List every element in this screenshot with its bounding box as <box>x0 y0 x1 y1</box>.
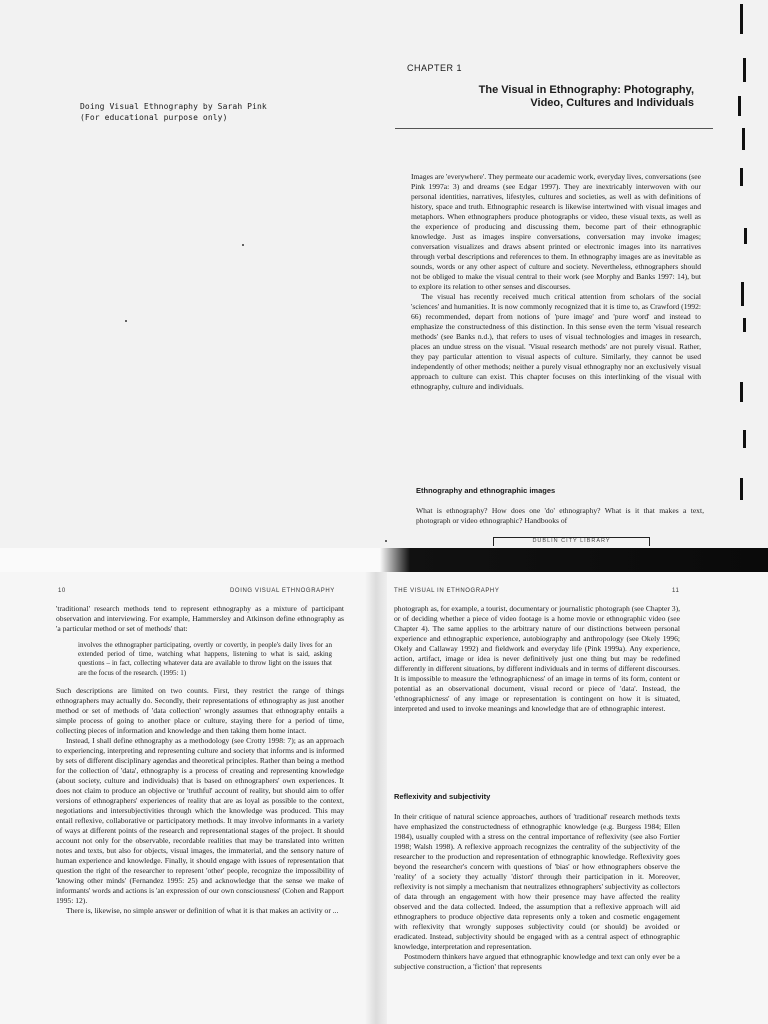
paragraph: Postmodern thinkers have argued that ethnographic knowledge and text can only ever be a subjective construction, a 'fiction' that represents <box>394 952 680 971</box>
paragraph: In their critique of natural science approaches, authors of 'traditional' research methods texts have emphasized the constructedness of ethnographic knowledge (e.g. Burgess 1984; Ellen 1984), usually coupled with a stress on the central importance of reflexivity (see also Fortier 1998; Walsh 1998). A reflexive approach recognizes the centrality of the subjectivity of the researcher to the production and representation of ethnographic knowledge. Reflexivity goes beyond the researcher's concern with questions of 'bias' or how ethnographers observe the 'reality' of a society they actually 'distort' through their participation in it. Moreover, reflexivity is not simply a mechanism that neutralizes ethnographers' subjectivity as collectors of data through an engagement with how their presence may have affected the reality observed and the data collected. Indeed, the assumption that a reflexive approach will aid ethnographers to produce objective data represents only a token and cosmetic engagement with reflexivity that wrongly supposes subjectivity could (or should) be avoided or eradicated. Instead, subjectivity should be engaged with as a central aspect of ethnographic knowledge, interpretation and representation. <box>394 812 680 951</box>
scan-speck <box>242 244 244 246</box>
scan-speck <box>385 540 387 542</box>
scan-edge-marks <box>728 0 768 548</box>
paragraph: 'traditional' research methods tend to represent ethnography as a mixture of participant observation and interviewing. For example, Hammersley and Atkinson define ethnography as 'a particular method or set of methods' that: <box>56 604 344 633</box>
top-right-body <box>411 172 701 462</box>
chapter-title-line-2: Video, Cultures and Individuals <box>530 97 694 109</box>
block-quote: involves the ethnographer participating, overtly or covertly, in people's daily lives for an extended period of time, watching what happens, listening to what is said, asking questions – in fact, collecting whatever data are available to throw light on the issues that are the focus of the research. (1995: 1) <box>78 641 332 677</box>
paragraph: photograph as, for example, a tourist, documentary or journalistic photograph (see Chapter 3), or of deciding whether a piece of video footage is a home movie or ethnographic video (see Chapter 4). The same applies to the arbitrary nature of our distinctions between personal experience and ethnographic experience, autobiography and anthropology (see Okely 1996; Okely and Callaway 1992) and fieldwork and everyday life (Pink 1999a). Any experience, action, artifact, image or idea is never definitively just one thing but may be redefined differently in different situations, by different individuals and in terms of different discourses. It is impossible to measure the 'ethnographicness' of an image in terms of its form, content or potential as an observational document, visual record or piece of 'data'. Instead, the 'ethnographicness' of any image or representation is contingent on how it is situated, interpreted and used to invoke meanings and knowledge that are of ethnographic interest. <box>394 604 680 713</box>
scan-note-line-2: (For educational purpose only) <box>80 113 228 122</box>
paragraph: The visual has recently received much critical attention from scholars of the social 'sciences' and humanities. It is now commonly recognized that it is time to, as Crawford (1992: 66) recommended, depart from notions of 'pure image' and 'pure word' and instead to emphasize the constructedness of this distinction. In this sense even the term 'visual research methods' (see Banks n.d.), that refers to uses of visual technologies and images in research, places an undue stress on the visual. 'Visual research methods' are not purely visual. Rather, they pay particular attention to visual aspects of culture. Similarly, they cannot be used independently of other methods; neither a purely visual ethnography nor an exclusively visual approach to culture can exist. This chapter focuses on this interlinking of the visual with ethnography, culture and individuals. <box>411 292 701 391</box>
section-heading: Reflexivity and subjectivity <box>394 792 491 801</box>
title-rule <box>395 128 713 129</box>
chapter-title-line-1: The Visual in Ethnography: Photography, <box>478 84 694 96</box>
paragraph: Instead, I shall define ethnography as a methodology (see Crotty 1998: 7); as an approach to experiencing, interpreting and representing culture and society that informs and is informed by sets of different disciplinary agendas and theoretical principles. Rather than being a method for the collection of 'data', ethnography is a process of creating and representing knowledge (about society, culture and individuals) that is based on ethnographers' own experiences. It does not claim to produce an objective or 'truthful' account of reality, but should aim to offer versions of ethnographers' experiences of reality that are as loyal as possible to the context, negotiations and intersubjectivities through which the knowledge was produced. This may entail reflexive, collaborative or participatory methods. It may involve informants in a variety of ways at different points of the research and representational stages of the project. It should account not only for the observable, recordable realities that may be translated into written notes and texts, but also for objects, visual images, the immaterial, and the sensory nature of human experience and knowledge. Finally, it should engage with issues of representation that question the right of the researcher to represent 'other' people, recognize the impossibility of 'knowing other minds' (Fernandez 1995: 25) and acknowledge that the sense we make of informants' words and actions is 'an expression of our own consciousness' (Cohen and Rapport 1995: 12). <box>56 735 344 905</box>
page-number: 10 <box>58 588 66 594</box>
left-page-body <box>56 604 344 1022</box>
library-stamp: DUBLIN CITY LIBRARY <box>493 537 650 546</box>
book-gutter <box>365 572 387 1024</box>
running-head: DOING VISUAL ETHNOGRAPHY <box>230 588 335 594</box>
paragraph: What is ethnography? How does one 'do' ethnography? What is it that makes a text, photograph or video ethnographic? Handbooks of <box>416 506 704 525</box>
chapter-title <box>434 84 694 110</box>
page-number: 11 <box>672 588 680 594</box>
right-page-body <box>394 604 680 784</box>
paragraph: Such descriptions are limited on two counts. First, they restrict the range of things ethnographers may actually do. Secondly, their representations of ethnography as just another method or set of methods of 'data collection' wrongly assumes that ethnography entails a simple process of going to another place or culture, staying there for a period of time, collecting pieces of information and knowledge and then taking them home intact. <box>56 685 344 735</box>
section-heading: Ethnography and ethnographic images <box>416 486 556 495</box>
right-page-body-continued <box>394 812 680 1022</box>
top-right-body-continued <box>416 506 704 528</box>
scan-note <box>80 101 267 123</box>
running-head: THE VISUAL IN ETHNOGRAPHY <box>394 588 500 594</box>
scan-note-line-1: Doing Visual Ethnography by Sarah Pink <box>80 102 267 111</box>
chapter-label: CHAPTER 1 <box>407 63 463 73</box>
paragraph: There is, likewise, no simple answer or definition of what it is that makes an activity or ... <box>66 905 339 915</box>
paragraph: Images are 'everywhere'. They permeate our academic work, everyday lives, conversations (see Pink 1997a: 3) and dreams (see Edgar 1997). They are inextricably interwoven with our personal identities, narratives, lifestyles, cultures and societies, as well as with definitions of history, space and truth. Ethnographic research is likewise intertwined with visual images and metaphors. When ethnographers produce photographs or video, these visual texts, as well as the experience of producing and discussing them, become part of their ethnographic knowledge. Just as images inspire conversations, conversation may invoke images; conversation visualizes and draws absent printed or electronic images into its narratives through verbal descriptions and references to them. In ethnography images are as inevitable as sounds, words or any other aspect of culture and society. Nevertheless, ethnographers should not be obliged to make the visual central to their work (see Morphy and Banks 1997: 14), but to explore its relation to other senses and discourses. <box>411 172 701 291</box>
scan-shadow-band <box>0 548 768 574</box>
scan-speck <box>125 320 127 322</box>
